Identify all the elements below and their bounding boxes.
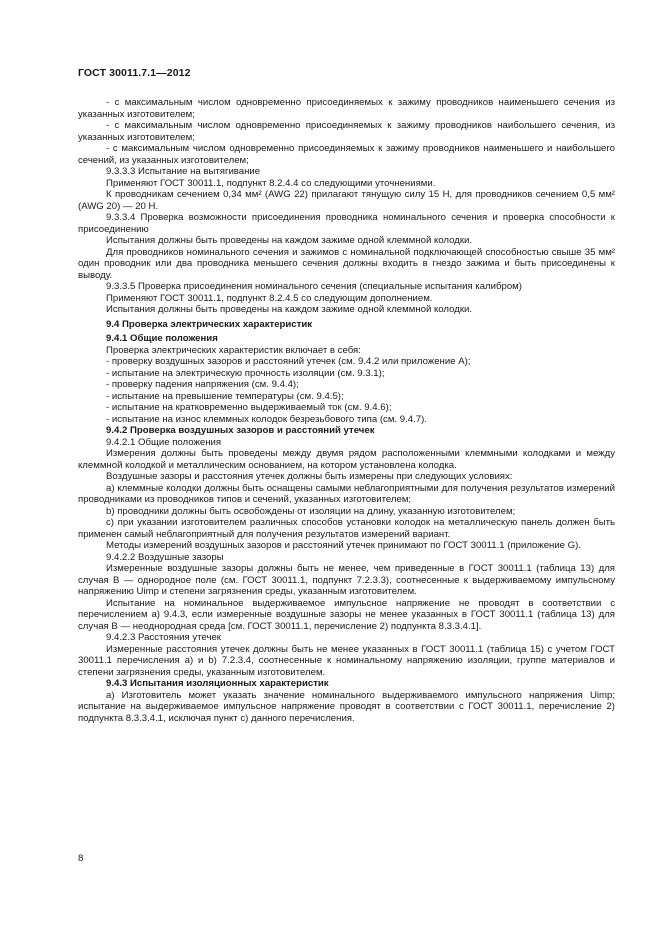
page-number: 8 [78,853,84,864]
paragraph: 9.4 Проверка электрических характеристик [106,318,313,330]
paragraph: а) Изготовитель может указать значение номинального выдерживаемого импульсного напряжения Uimp; испытание на выдерживаемое импульсное напряжение проводят в соответствии с ГОСТ 30011.1, перечисление 2) подпункта 8.3.3.4.1, исключая пункт с) данного перечисления. [78,689,615,724]
paragraph: Методы измерений воздушных зазоров и расстояний утечек принимают по ГОСТ 30011.1 (приложение G). [106,540,582,551]
paragraph: 9.4.2.3 Расстояния утечек [106,632,221,643]
paragraph: 9.4.1 Общие положения [106,333,218,344]
paragraph: - испытание на превышение температуры (см. 9.4.5); [106,390,344,402]
paragraph: Проверка электрических характеристик включает в себя: [106,344,361,356]
paragraph: Испытания должны быть проведены на каждом зажиме одной клеммной колодки. [106,304,473,315]
paragraph: - испытание на электрическую прочность изоляции (см. 9.3.1); [106,367,385,379]
paragraph: 9.3.3.3 Испытание на вытягивание [106,166,261,177]
document-body [78,97,615,724]
paragraph: 9.3.3.5 Проверка присоединения номинального сечения (специальные испытания калибром) [106,281,522,292]
paragraph: b) проводники должны быть освобождены от изоляции на длину, указанную изготовителем; [106,505,516,517]
paragraph: Испытание на номинальное выдерживаемое импульсное напряжение не проводят в соответствии с перечислением а) 9.4.3, если измеренные воздушные зазоры не менее указанных в ГОСТ 30011.1 (таблица 13) для случая В — неоднородная среда [см. ГОСТ 30011.1, перечисление 2) подпункта 8.3.3.4.1]. [78,597,615,632]
paragraph: а) клеммные колодки должны быть оснащены самыми неблагоприятными для получения результатов измерений проводниками из проводников типов и сечений, указанных изготовителем; [78,482,615,505]
paragraph: 9.4.2.1 Общие положения [106,436,222,448]
paragraph: Измеренные воздушные зазоры должны быть не менее, чем приведенные в ГОСТ 30011.1 (таблица 13) для случая В — однородное поле (см. ГОСТ 30011.1, подпункт 7.2.3.3), соотнесенные к выдерживаемому импульсному напряжению Uimp и степени загрязнения среды, указанным изготовителем. [78,563,615,597]
paragraph: Испытания должны быть проведены на каждом зажиме одной клеммной колодки. [106,235,473,246]
paragraph: - с максимальным числом одновременно присоединяемых к зажиму проводников наименьшего сечения из указанных изготовителем; [78,97,615,120]
paragraph: 9.4.2 Проверка воздушных зазоров и расстояний утечек [106,425,375,436]
paragraph: с) при указании изготовителем различных способов установки колодок на металлическую панель должен быть применен самый неблагоприятный для получения результатов измерений вариант. [78,517,615,540]
paragraph: 9.4.2.2 Воздушные зазоры [106,551,224,563]
paragraph: К проводникам сечением 0,34 мм² (AWG 22) прилагают тянущую силу 15 Н, для проводников сечением 0,5 мм² (AWG 20) — 20 Н. [78,189,615,212]
paragraph: 9.3.3.4 Проверка возможности присоединения проводника номинального сечения и проверка способности к присоединению [78,212,615,235]
paragraph: Применяют ГОСТ 30011.1, подпункт 8.2.4.4 со следующими уточнениями. [106,177,436,189]
paragraph: - проверку воздушных зазоров и расстояний утечек (см. 9.4.2 или приложение А); [106,356,471,367]
paragraph: Измерения должны быть проведены между двумя рядом расположенными клеммными колодками и между клеммной колодкой и металлическим основанием, на котором установлена колодка. [78,448,615,471]
paragraph: Воздушные зазоры и расстояния утечек должны быть измерены при следующих условиях: [106,471,513,482]
paragraph: - испытание на кратковременно выдерживаемый ток (см. 9.4.6); [106,402,392,413]
paragraph: 9.4.3 Испытания изоляционных характеристик [106,678,329,689]
paragraph: Применяют ГОСТ 30011.1, подпункт 8.2.4.5 со следующим дополнением. [106,292,433,304]
paragraph: - с максимальным числом одновременно присоединяемых к зажиму проводников наибольшего сечения, из указанных изготовителем; [78,120,615,143]
paragraph: Для проводников номинального сечения и зажимов с номинальной подключающей способностью свыше 35 мм² один проводник или два проводника меньшего сечения должны входить в гнездо зажима и быть присоединены к выводу. [78,246,615,281]
document-header: ГОСТ 30011.7.1—2012 [78,67,191,79]
paragraph: - проверку падения напряжения (см. 9.4.4); [106,379,299,390]
paragraph: - с максимальным числом одновременно присоединяемых к зажиму проводников наименьшего и наибольшего сечений, из указанных изготовителем; [78,143,615,166]
paragraph: - испытание на износ клеммных колодок безрезьбового типа (см. 9.4.7). [106,413,427,425]
paragraph: Измеренные расстояния утечек должны быть не менее указанных в ГОСТ 30011.1 (таблица 15) с учетом ГОСТ 30011.1 перечисления а) и b) 7.2.3.4, соотнесенные к номинальному напряжению изоляции, группе материалов и степени загрязнения среды, указанным изготовителем. [78,643,615,678]
